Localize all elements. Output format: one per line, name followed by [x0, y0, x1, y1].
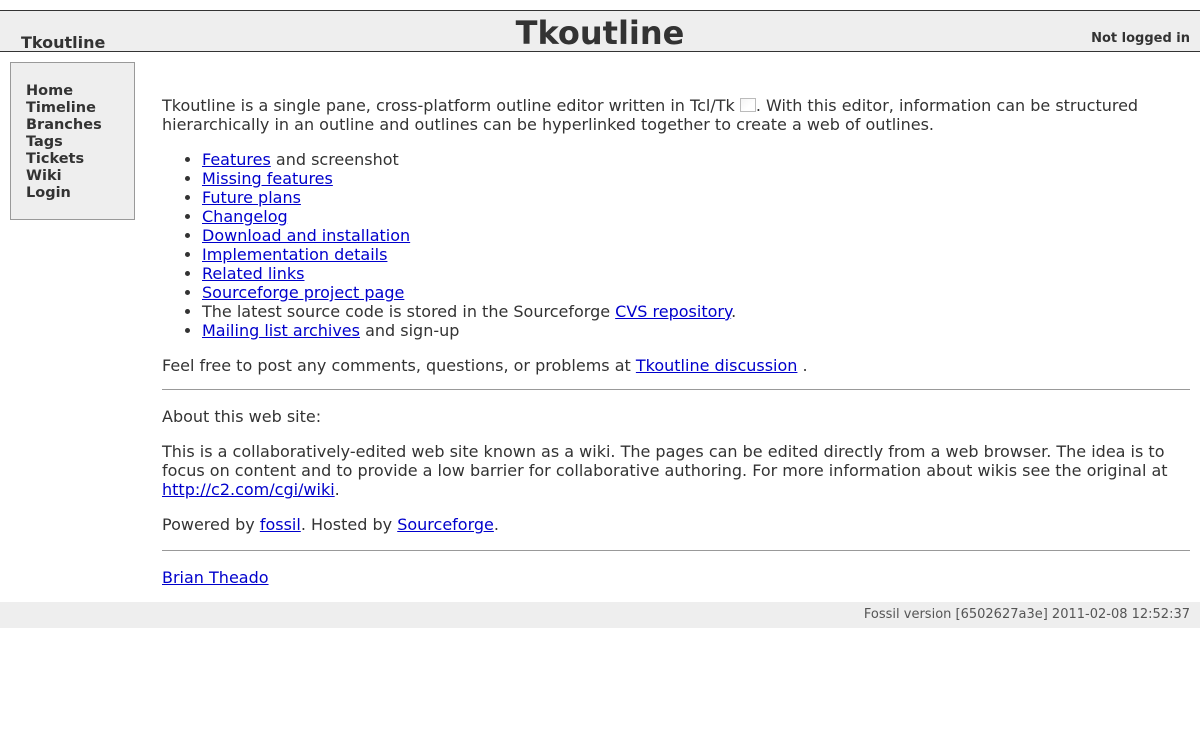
page-title: Tkoutline	[515, 14, 685, 52]
cvs-repository-link[interactable]: CVS repository	[615, 302, 732, 321]
divider	[162, 389, 1190, 390]
implementation-link[interactable]: Implementation details	[202, 245, 388, 264]
features-link[interactable]: Features	[202, 150, 271, 169]
site-name: Tkoutline	[21, 33, 106, 52]
menu-wiki-link[interactable]: Wiki	[26, 168, 62, 184]
list-item	[202, 169, 1190, 188]
wiki-info-suffix: .	[334, 480, 340, 499]
sourceforge-project-link[interactable]: Sourceforge project page	[202, 283, 405, 302]
missing-features-link[interactable]: Missing features	[202, 169, 333, 188]
header	[0, 10, 1200, 52]
list-item	[202, 302, 1190, 321]
mailing-list-link[interactable]: Mailing list archives	[202, 321, 360, 340]
hosted-by-text: . Hosted by	[300, 515, 398, 534]
login-status: Not logged in	[1091, 31, 1190, 46]
related-links-link[interactable]: Related links	[202, 264, 305, 283]
powered-by-paragraph	[162, 515, 1190, 534]
main-content	[162, 96, 1190, 603]
c2-wiki-link[interactable]: http://c2.com/cgi/wiki	[162, 480, 335, 499]
list-item	[202, 188, 1190, 207]
author-paragraph	[162, 568, 1190, 587]
main-menu	[10, 62, 135, 220]
intro-text: Tkoutline is a single pane, cross-platform outline editor written in Tcl/Tk	[162, 96, 740, 115]
powered-by-suffix: .	[493, 515, 499, 534]
menu-login-link[interactable]: Login	[26, 185, 71, 201]
menu-branches-link[interactable]: Branches	[26, 117, 102, 133]
list-item	[202, 226, 1190, 245]
powered-by-text: Powered by	[162, 515, 260, 534]
about-heading: About this web site:	[162, 407, 322, 426]
menu-tags-link[interactable]: Tags	[26, 134, 63, 150]
discussion-link[interactable]: Tkoutline discussion	[635, 356, 798, 375]
fossil-link[interactable]: fossil	[259, 515, 301, 534]
future-plans-link[interactable]: Future plans	[202, 188, 301, 207]
list-item	[202, 245, 1190, 264]
menu-tickets-link[interactable]: Tickets	[26, 151, 85, 167]
wiki-info-paragraph	[162, 442, 1190, 499]
menu-home-link[interactable]: Home	[26, 83, 74, 99]
intro-text-continued: . With this editor, information can be structured hierarchically in an outline and outlines can be hyperlinked together to create a web of outlines.	[162, 96, 1139, 134]
features-suffix: and screenshot	[270, 150, 399, 169]
sourceforge-link[interactable]: Sourceforge	[397, 515, 494, 534]
author-link[interactable]: Brian Theado	[162, 568, 269, 587]
broken-image-icon	[740, 98, 756, 112]
list-item	[202, 283, 1190, 302]
links-list	[162, 150, 1190, 340]
fossil-version: Fossil version [6502627a3e] 2011-02-08 12:52:37	[863, 607, 1190, 622]
list-item	[202, 264, 1190, 283]
divider	[162, 550, 1190, 551]
feedback-paragraph	[162, 356, 1190, 375]
changelog-link[interactable]: Changelog	[202, 207, 288, 226]
footer	[0, 602, 1200, 628]
download-link[interactable]: Download and installation	[202, 226, 411, 245]
wiki-info-text: This is a collaboratively-edited web site known as a wiki. The pages can be edited directly from a web browser. The idea is to focus on content and to provide a low barrier for collaborative authoring. For more information about wikis see the original at	[162, 442, 1168, 480]
list-item	[202, 321, 1190, 340]
mailing-list-suffix: and sign-up	[359, 321, 460, 340]
feedback-suffix: .	[797, 356, 808, 375]
menu-timeline-link[interactable]: Timeline	[26, 100, 96, 116]
source-code-suffix: .	[731, 302, 737, 321]
intro-paragraph	[162, 96, 1190, 134]
list-item	[202, 207, 1190, 226]
feedback-text: Feel free to post any comments, questions, or problems at	[162, 356, 636, 375]
source-code-text: The latest source code is stored in the Sourceforge	[202, 302, 616, 321]
list-item	[202, 150, 1190, 169]
